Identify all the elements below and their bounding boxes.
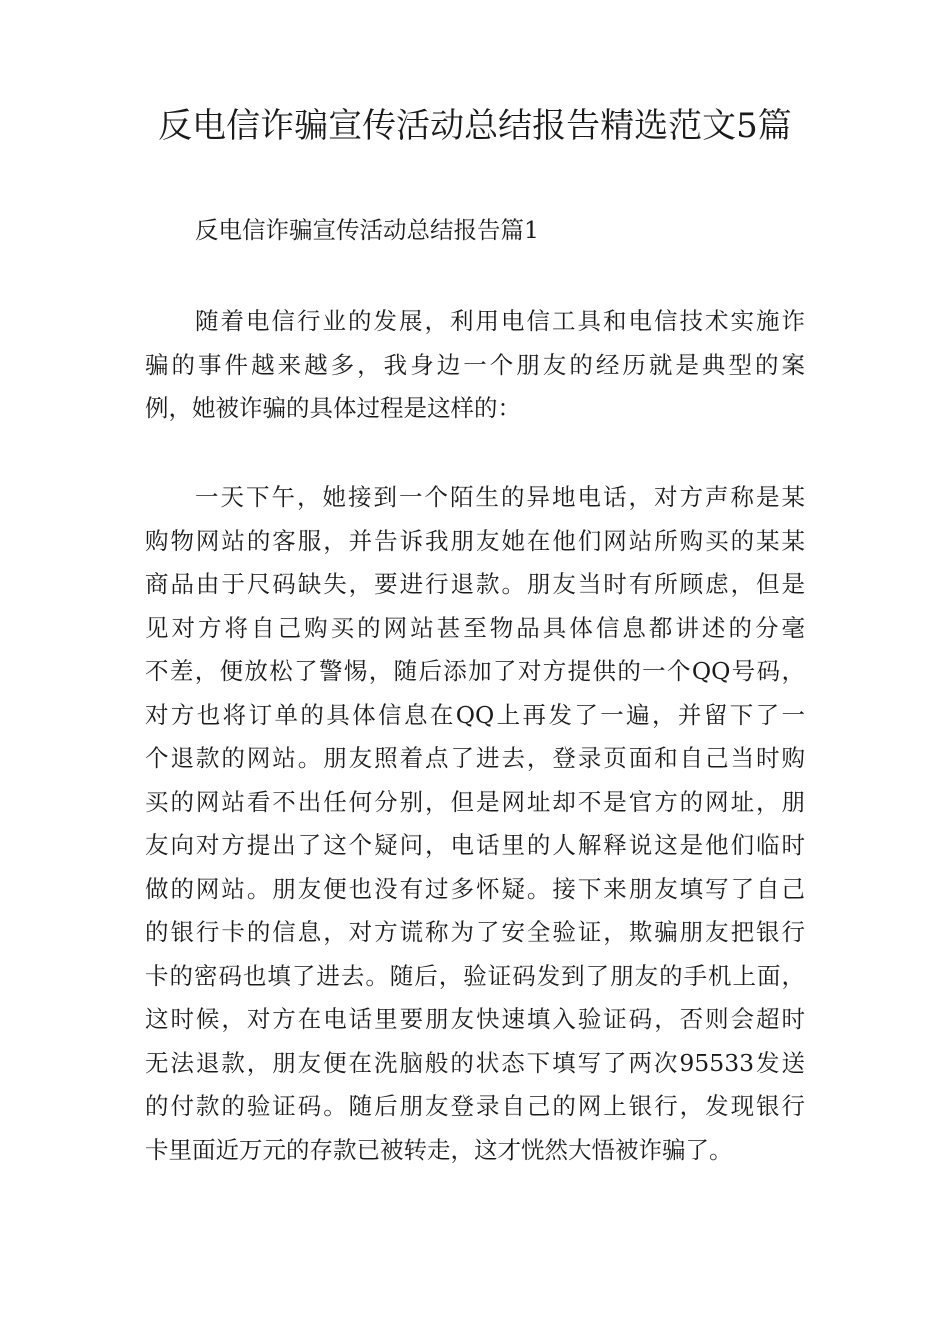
paragraph-line: 见对方将自己购买的网站甚至物品具体信息都讲述的分毫 bbox=[145, 613, 805, 642]
paragraph-line: 商品由于尺码缺失，要进行退款。朋友当时有所顾虑，但是 bbox=[145, 570, 805, 598]
paragraph-line: 的银行卡的信息，对方谎称为了安全验证，欺骗朋友把银行 bbox=[145, 918, 805, 946]
paragraph bbox=[145, 476, 805, 1172]
paragraph-line: 无法退款，朋友便在洗脑般的状态下填写了两次95533发送 bbox=[145, 1048, 805, 1077]
paragraph-line: 骗的事件越来越多，我身边一个朋友的经历就是典型的案 bbox=[145, 350, 805, 379]
paragraph-line: 购物网站的客服，并告诉我朋友她在他们网站所购买的某某 bbox=[145, 526, 805, 555]
section-heading: 反电信诈骗宣传活动总结报告篇1 bbox=[195, 216, 539, 244]
paragraph-line: 做的网站。朋友便也没有过多怀疑。接下来朋友填写了自己 bbox=[145, 874, 805, 903]
paragraph-line: 不差，便放松了警惕，随后添加了对方提供的一个QQ号码， bbox=[145, 657, 805, 685]
paragraph bbox=[145, 300, 805, 431]
paragraph-line: 卡的密码也填了进去。随后，验证码发到了朋友的手机上面， bbox=[145, 961, 805, 990]
paragraph-line: 一天下午，她接到一个陌生的异地电话，对方声称是某 bbox=[195, 483, 805, 511]
paragraph-line: 的付款的验证码。随后朋友登录自己的网上银行，发现银行 bbox=[145, 1092, 805, 1120]
paragraph-line: 卡里面近万元的存款已被转走，这才恍然大悟被诈骗了。 bbox=[145, 1135, 733, 1164]
paragraph-line: 买的网站看不出任何分别，但是网址却不是官方的网址，朋 bbox=[145, 787, 805, 816]
paragraph-line: 友向对方提出了这个疑问，电话里的人解释说这是他们临时 bbox=[145, 831, 805, 859]
paragraph-line: 随着电信行业的发展，利用电信工具和电信技术实施诈 bbox=[195, 307, 805, 335]
paragraph-line: 例，她被诈骗的具体过程是这样的： bbox=[145, 394, 521, 422]
document-title: 反电信诈骗宣传活动总结报告精选范文5篇 bbox=[158, 106, 792, 146]
paragraph-line: 对方也将订单的具体信息在QQ上再发了一遍，并留下了一 bbox=[145, 700, 805, 729]
paragraph-line: 个退款的网站。朋友照着点了进去，登录页面和自己当时购 bbox=[145, 744, 805, 772]
paragraph-line: 这时候，对方在电话里要朋友快速填入验证码，否则会超时 bbox=[145, 1005, 805, 1033]
